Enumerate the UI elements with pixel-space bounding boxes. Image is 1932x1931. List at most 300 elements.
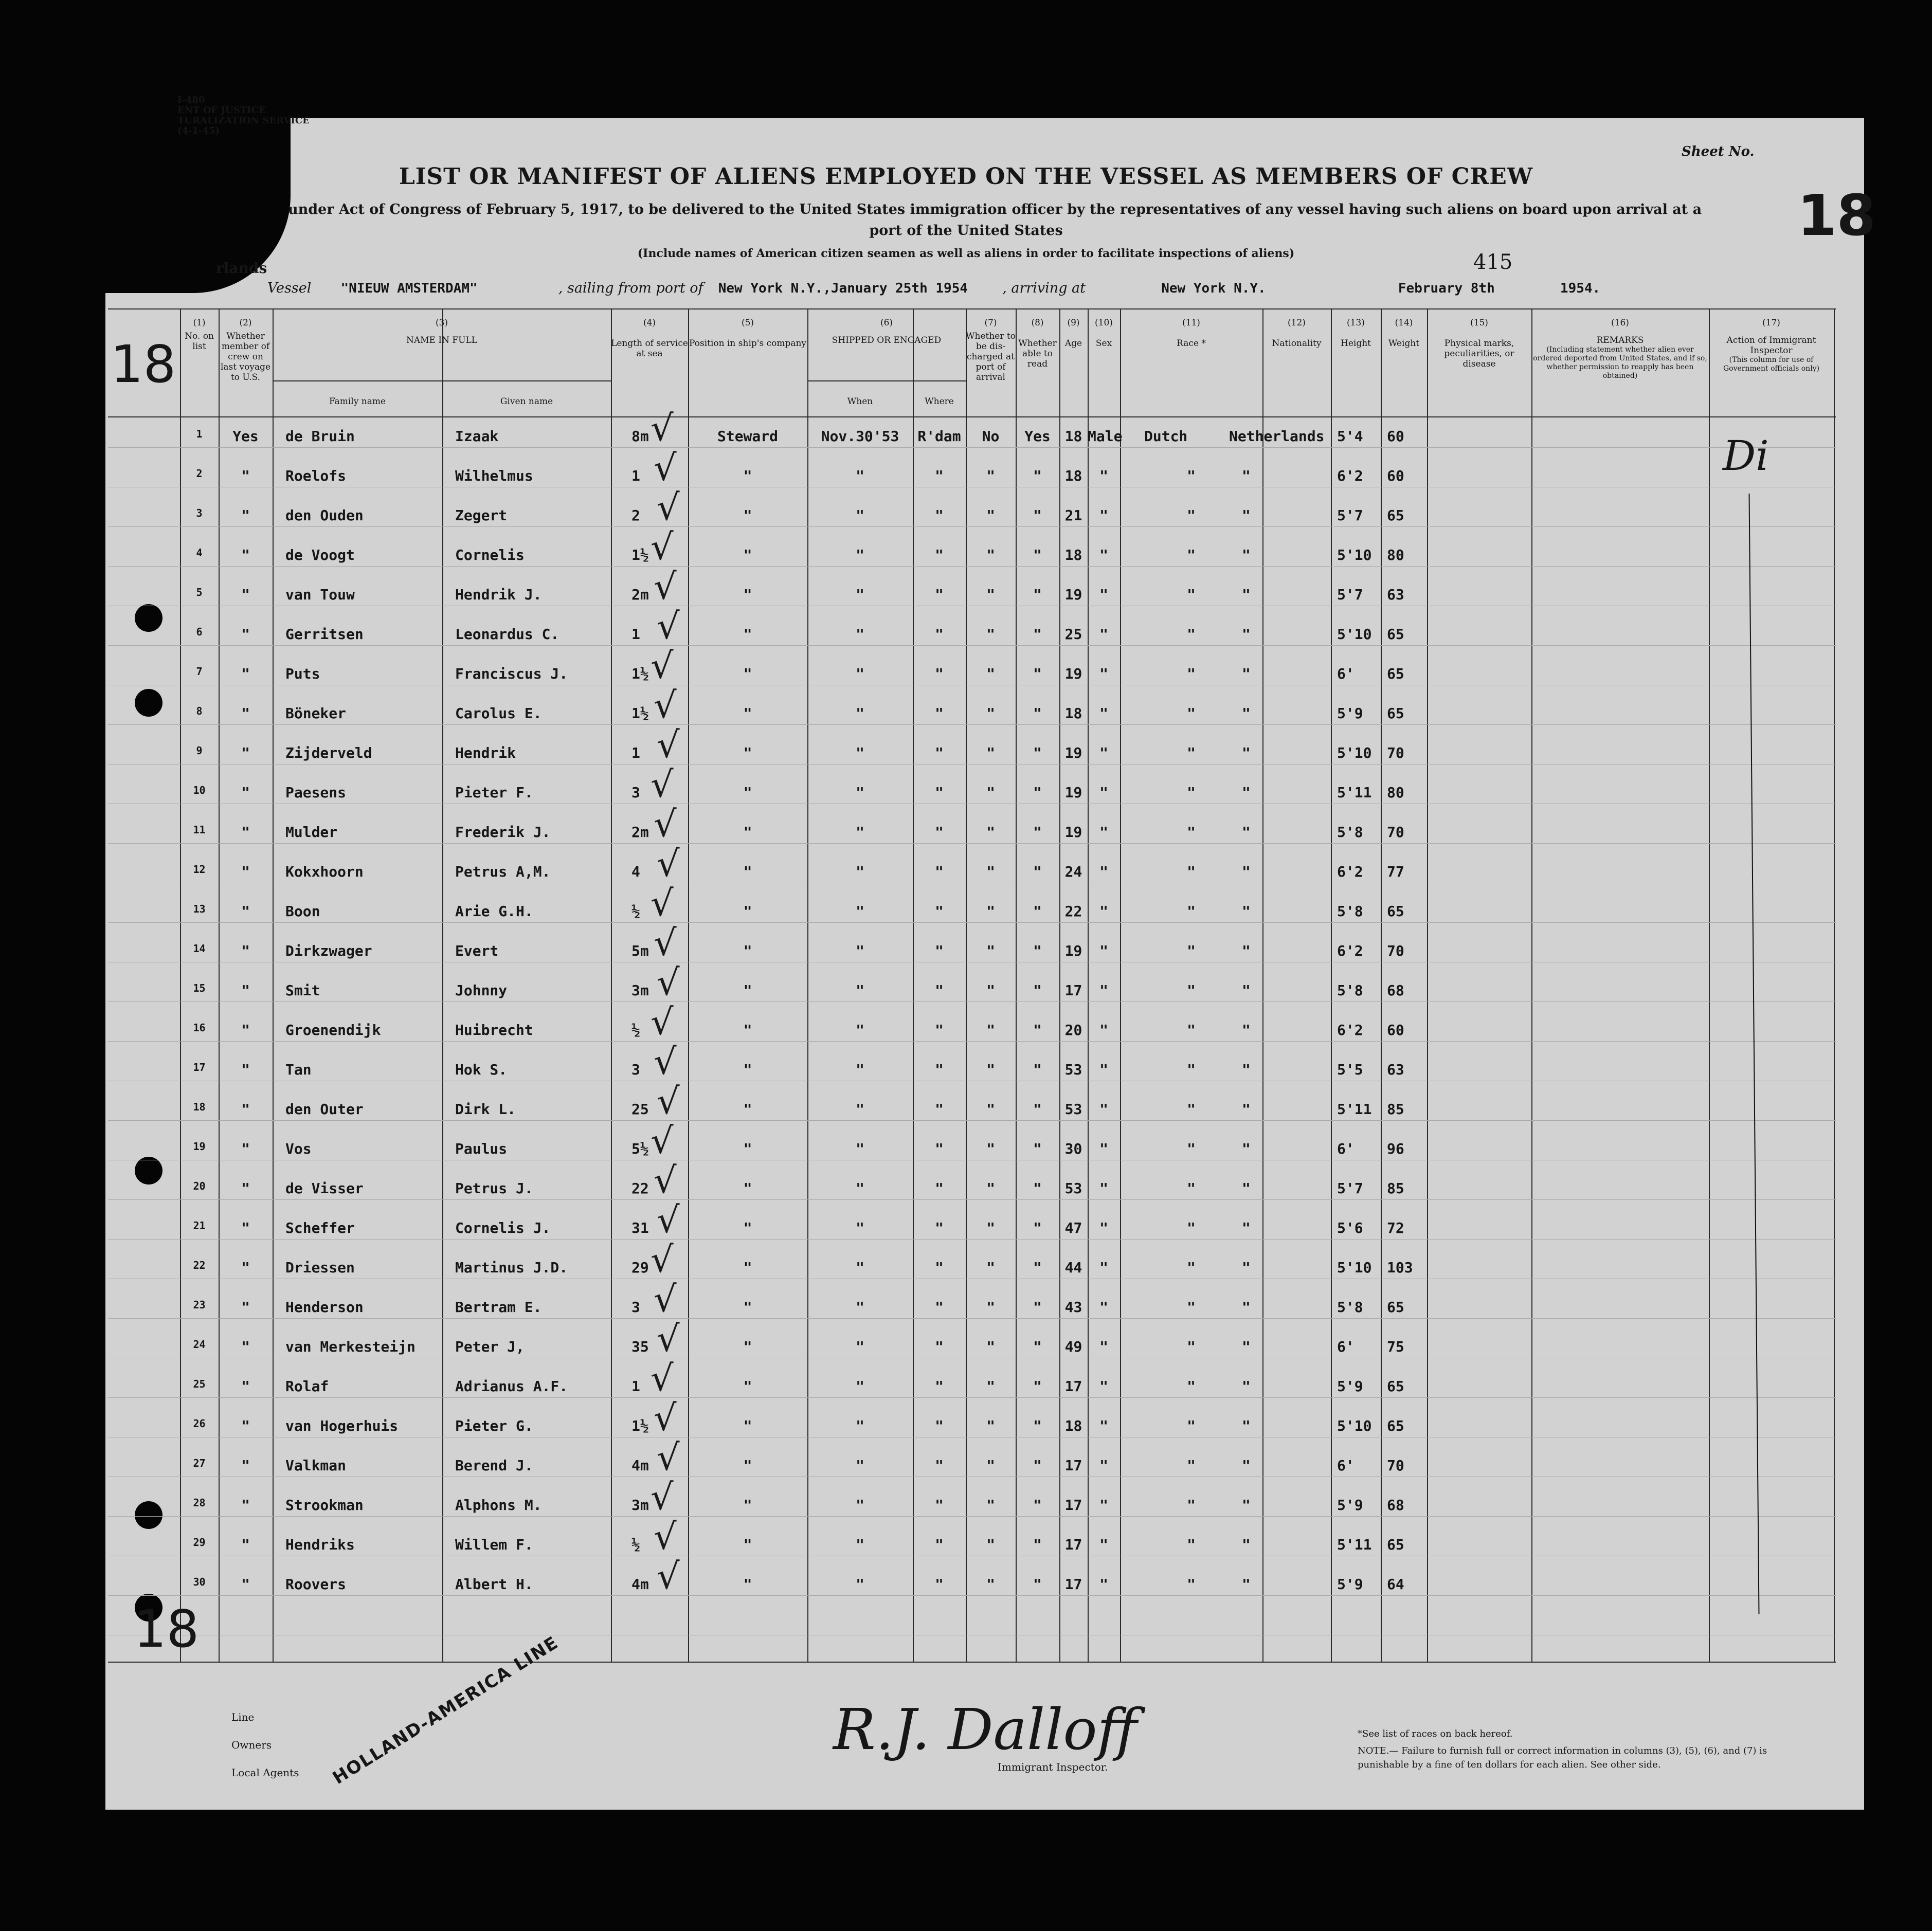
able-to-read: "	[1033, 982, 1042, 999]
crew-flag: "	[241, 665, 250, 682]
family-name: Vos	[285, 1140, 312, 1157]
margin-mark: 18	[111, 334, 176, 394]
column-label: Height	[1341, 338, 1371, 349]
arrival-year: 1954.	[1560, 281, 1601, 296]
able-to-read: "	[1033, 1576, 1042, 1593]
family-name: Tan	[285, 1061, 312, 1078]
sex: "	[1099, 1576, 1108, 1593]
agents-label: Local Agents	[231, 1766, 299, 1779]
crew-flag: "	[241, 546, 250, 563]
height: 5'5	[1337, 1061, 1363, 1078]
nationality: "	[1242, 665, 1251, 682]
check-mark: √	[654, 566, 677, 608]
able-to-read: Yes	[1024, 428, 1051, 445]
crew-flag: "	[241, 1536, 250, 1553]
ruled-line	[108, 1041, 1836, 1042]
ruled-line	[108, 566, 1836, 567]
crew-flag: "	[241, 982, 250, 999]
service-length: 35	[631, 1338, 649, 1355]
service-length: 3m	[631, 982, 649, 999]
family-name: van Touw	[285, 586, 355, 603]
family-name: de Visser	[285, 1180, 364, 1197]
row-number: 4	[196, 546, 203, 559]
nationality: "	[1242, 1180, 1251, 1197]
weight: 70	[1387, 744, 1404, 761]
nationality: Netherlands	[1229, 428, 1325, 445]
row-number: 23	[193, 1299, 206, 1311]
crew-flag: "	[241, 586, 250, 603]
shipped-when: "	[856, 467, 864, 484]
column-header	[1531, 318, 1709, 380]
position: "	[743, 705, 752, 722]
crew-flag: "	[241, 467, 250, 484]
discharged: "	[986, 1338, 995, 1355]
position: "	[743, 546, 752, 563]
able-to-read: "	[1033, 744, 1042, 761]
form-code-line: I-480	[177, 95, 205, 105]
weight: 80	[1387, 784, 1404, 801]
shipped-where: "	[935, 1378, 944, 1395]
position: "	[743, 1219, 752, 1236]
column-header	[273, 318, 611, 345]
row-number: 7	[196, 665, 203, 678]
shipped-where: "	[935, 626, 944, 643]
family-name: Böneker	[285, 705, 347, 722]
age: 53	[1064, 1101, 1082, 1118]
given-name: Petrus A,M.	[455, 863, 551, 880]
position: "	[743, 1022, 752, 1039]
inspector-mark: Di	[1723, 432, 1769, 480]
check-mark: √	[651, 645, 674, 687]
nationality: "	[1242, 467, 1251, 484]
nationality: "	[1242, 982, 1251, 999]
shipped-when: "	[856, 507, 864, 524]
check-mark: √	[654, 1397, 677, 1439]
weight: 72	[1387, 1219, 1404, 1236]
family-name: de Voogt	[285, 546, 355, 563]
able-to-read: "	[1033, 1140, 1042, 1157]
shipped-when: "	[856, 784, 864, 801]
weight: 68	[1387, 982, 1404, 999]
shipped-where: "	[935, 1536, 944, 1553]
check-mark: √	[654, 447, 677, 489]
age: 19	[1064, 824, 1082, 841]
position: "	[743, 665, 752, 682]
nationality: "	[1242, 546, 1251, 563]
age: 18	[1064, 546, 1082, 563]
shipped-when: "	[856, 705, 864, 722]
able-to-read: "	[1033, 1457, 1042, 1474]
column-label: Race *	[1177, 338, 1206, 349]
weight: 60	[1387, 467, 1404, 484]
height: 5'11	[1337, 1101, 1372, 1118]
check-mark: √	[651, 1476, 674, 1518]
vessel-label: Vessel	[267, 280, 312, 296]
ruled-line	[108, 1239, 1836, 1240]
discharged: "	[986, 1417, 995, 1434]
discharged: "	[986, 507, 995, 524]
able-to-read: "	[1033, 705, 1042, 722]
age: 17	[1064, 1576, 1082, 1593]
discharged: "	[986, 1457, 995, 1474]
document-title: LIST OR MANIFEST OF ALIENS EMPLOYED ON THE VESSEL AS MEMBERS OF CREW	[399, 163, 1533, 190]
age: 20	[1064, 1022, 1082, 1039]
column-header	[807, 318, 966, 345]
able-to-read: "	[1033, 903, 1042, 920]
sex: "	[1099, 1180, 1108, 1197]
nationality: "	[1242, 1299, 1251, 1316]
shipped-when: "	[856, 1536, 864, 1553]
able-to-read: "	[1033, 1219, 1042, 1236]
nationality: "	[1242, 1022, 1251, 1039]
row-number: 22	[193, 1259, 206, 1271]
weight: 70	[1387, 942, 1404, 959]
age: 30	[1064, 1140, 1082, 1157]
column-header	[1262, 318, 1331, 349]
form-code-line: TURALIZATION SERVICE	[177, 115, 310, 126]
height: 5'10	[1337, 1417, 1372, 1434]
age: 49	[1064, 1338, 1082, 1355]
row-number: 18	[193, 1101, 206, 1113]
discharged: "	[986, 467, 995, 484]
family-name: Rolaf	[285, 1378, 329, 1395]
row-number: 27	[193, 1457, 206, 1469]
sex: "	[1099, 1061, 1108, 1078]
position: "	[743, 744, 752, 761]
row-number: 26	[193, 1417, 206, 1430]
nationality: "	[1242, 1536, 1251, 1553]
given-name: Pieter F.	[455, 784, 533, 801]
weight: 103	[1387, 1259, 1413, 1276]
given-name: Izaak	[455, 428, 499, 445]
crew-flag: Yes	[232, 428, 259, 445]
sex: "	[1099, 1338, 1108, 1355]
sex: Male	[1088, 428, 1123, 445]
form-code-line: ENT OF JUSTICE	[177, 105, 266, 116]
position: "	[743, 1061, 752, 1078]
race: "	[1187, 1259, 1196, 1276]
ruled-line	[108, 1001, 1836, 1002]
service-length: 2m	[631, 824, 649, 841]
owners-label: Owners	[231, 1739, 272, 1751]
family-name: den Ouden	[285, 507, 364, 524]
nationality: "	[1242, 784, 1251, 801]
inspector-label: Immigrant Inspector.	[998, 1761, 1108, 1773]
position: "	[743, 863, 752, 880]
shipped-when: "	[856, 863, 864, 880]
ruled-line	[108, 1595, 1836, 1596]
family-name: Puts	[285, 665, 320, 682]
check-mark: √	[657, 843, 680, 885]
age: 17	[1064, 1497, 1082, 1514]
discharged: "	[986, 665, 995, 682]
check-mark: √	[657, 1436, 680, 1479]
weight: 96	[1387, 1140, 1404, 1157]
able-to-read: "	[1033, 1378, 1042, 1395]
table-column-rule	[611, 308, 612, 1662]
discharged: "	[986, 1061, 995, 1078]
check-mark: √	[654, 922, 677, 964]
service-length: 3	[631, 1061, 640, 1078]
age: 18	[1064, 428, 1082, 445]
act-subtitle: under Act of Congress of February 5, 1917, to be delivered to the United States immigration officer by the representatives of any vessel having such aliens on board upon arrival at a	[288, 202, 1702, 217]
nationality: "	[1242, 744, 1251, 761]
race: "	[1187, 586, 1196, 603]
service-length: 1½	[631, 546, 649, 563]
discharged: "	[986, 546, 995, 563]
column-header	[1016, 318, 1059, 369]
shipped-where: "	[935, 586, 944, 603]
column-number: (9)	[1067, 318, 1080, 328]
family-name: Zijderveld	[285, 744, 372, 761]
ruled-line	[108, 645, 1836, 646]
column-header	[180, 318, 219, 352]
table-column-rule	[1427, 308, 1428, 1662]
column-label: Sex	[1095, 338, 1112, 349]
check-mark: √	[654, 803, 677, 845]
discharged: "	[986, 744, 995, 761]
race: "	[1187, 1022, 1196, 1039]
sex: "	[1099, 1299, 1108, 1316]
position: "	[743, 1576, 752, 1593]
weight: 65	[1387, 705, 1404, 722]
service-length: 1	[631, 467, 640, 484]
column-label: Whether to be dis-charged at port of arrival	[966, 331, 1016, 382]
service-length: 2m	[631, 586, 649, 603]
crew-flag: "	[241, 1061, 250, 1078]
column-number: (15)	[1470, 318, 1488, 328]
sheet-number: 18	[1797, 183, 1876, 248]
shipped-where: "	[935, 1101, 944, 1118]
column-header	[219, 318, 273, 382]
weight: 65	[1387, 1417, 1404, 1434]
flag-field: rlands	[216, 260, 267, 277]
weight: 80	[1387, 546, 1404, 563]
sex: "	[1099, 942, 1108, 959]
shipped-where: "	[935, 1061, 944, 1078]
height: 5'9	[1337, 1378, 1363, 1395]
able-to-read: "	[1033, 784, 1042, 801]
column-label: NAME IN FULL	[406, 335, 478, 345]
shipped-when: "	[856, 1457, 864, 1474]
able-to-read: "	[1033, 1022, 1042, 1039]
height: 5'4	[1337, 428, 1363, 445]
given-name: Huibrecht	[455, 1022, 533, 1039]
family-name: Paesens	[285, 784, 347, 801]
column-label: Whether member of crew on last voyage to U.S.	[220, 331, 271, 382]
given-name: Berend J.	[455, 1457, 533, 1474]
given-name: Zegert	[455, 507, 508, 524]
age: 25	[1064, 626, 1082, 643]
given-name: Arie G.H.	[455, 903, 533, 920]
given-name: Leonardus C.	[455, 626, 559, 643]
sex: "	[1099, 705, 1108, 722]
races-note: *See list of races on back hereof.	[1358, 1728, 1513, 1739]
discharged: "	[986, 705, 995, 722]
column-number: (1)	[193, 318, 206, 328]
given-name: Johnny	[455, 982, 508, 999]
column-label: REMARKS	[1596, 335, 1644, 345]
weight: 63	[1387, 1061, 1404, 1078]
sheet-number-label: Sheet No.	[1682, 144, 1755, 159]
shipped-when: "	[856, 1497, 864, 1514]
row-number: 20	[193, 1180, 206, 1192]
check-mark: √	[654, 1516, 677, 1558]
column-label: Weight	[1388, 338, 1420, 349]
weight: 60	[1387, 1022, 1404, 1039]
crew-flag: "	[241, 1022, 250, 1039]
shipped-where: R'dam	[917, 428, 961, 445]
weight: 65	[1387, 1299, 1404, 1316]
row-number: 5	[196, 586, 203, 598]
column-number: (13)	[1347, 318, 1365, 328]
height: 5'7	[1337, 1180, 1363, 1197]
service-length: 5m	[631, 942, 649, 959]
service-length: ½	[631, 903, 640, 920]
family-name: Driessen	[285, 1259, 355, 1276]
position: "	[743, 982, 752, 999]
shipped-when: "	[856, 1180, 864, 1197]
age: 19	[1064, 942, 1082, 959]
family-name: Dirkzwager	[285, 942, 372, 959]
weight: 65	[1387, 626, 1404, 643]
check-mark: √	[657, 1080, 680, 1122]
sex: "	[1099, 626, 1108, 643]
sex: "	[1099, 507, 1108, 524]
sex: "	[1099, 1536, 1108, 1553]
crew-flag: "	[241, 626, 250, 643]
given-name: Evert	[455, 942, 499, 959]
sex: "	[1099, 744, 1108, 761]
race: "	[1187, 665, 1196, 682]
column-label: SHIPPED OR ENGAGED	[832, 335, 942, 345]
ruled-line	[108, 526, 1836, 527]
shipped-where: "	[935, 467, 944, 484]
race: "	[1187, 1061, 1196, 1078]
vessel-line	[267, 280, 1600, 296]
age: 24	[1064, 863, 1082, 880]
nationality: "	[1242, 1378, 1251, 1395]
crew-flag: "	[241, 1140, 250, 1157]
service-length: 1½	[631, 665, 649, 682]
row-number: 10	[193, 784, 206, 796]
table-column-rule	[1381, 308, 1382, 1662]
age: 47	[1064, 1219, 1082, 1236]
shipped-where: "	[935, 1338, 944, 1355]
service-length: 1	[631, 1378, 640, 1395]
sex: "	[1099, 1378, 1108, 1395]
ruled-line	[108, 922, 1836, 923]
row-number: 8	[196, 705, 203, 717]
nationality: "	[1242, 1457, 1251, 1474]
shipped-where: "	[935, 1140, 944, 1157]
service-length: 29	[631, 1259, 649, 1276]
port-subtitle: port of the United States	[869, 223, 1063, 239]
crew-flag: "	[241, 507, 250, 524]
race: Dutch	[1144, 428, 1188, 445]
sex: "	[1099, 1022, 1108, 1039]
height: 5'10	[1337, 1259, 1372, 1276]
service-length: 2	[631, 507, 640, 524]
family-name: Groenendijk	[285, 1022, 381, 1039]
given-name: Franciscus J.	[455, 665, 568, 682]
column-label: No. on list	[185, 331, 214, 352]
weight: 65	[1387, 1378, 1404, 1395]
height: 5'11	[1337, 1536, 1372, 1553]
shipped-when: Nov.30'53	[821, 428, 899, 445]
sex: "	[1099, 467, 1108, 484]
shipped-when: "	[856, 1140, 864, 1157]
column-number: (10)	[1095, 318, 1113, 328]
race: "	[1187, 903, 1196, 920]
age: 21	[1064, 507, 1082, 524]
column-number: (2)	[239, 318, 252, 328]
nationality: "	[1242, 1061, 1251, 1078]
shipped-when: "	[856, 1576, 864, 1593]
given-name: Alphons M.	[455, 1497, 542, 1514]
crew-flag: "	[241, 1576, 250, 1593]
row-number: 19	[193, 1140, 206, 1153]
shipped-where: "	[935, 546, 944, 563]
ruled-line	[108, 1120, 1836, 1121]
position: Steward	[717, 428, 778, 445]
weight: 70	[1387, 824, 1404, 841]
column-label: Age	[1064, 338, 1082, 349]
weight: 85	[1387, 1180, 1404, 1197]
discharged: "	[986, 1140, 995, 1157]
age: 53	[1064, 1180, 1082, 1197]
race: "	[1187, 1576, 1196, 1593]
column-header	[273, 393, 442, 407]
family-name: Kokxhoorn	[285, 863, 364, 880]
shipped-where: "	[935, 1299, 944, 1316]
ruled-line	[108, 1199, 1836, 1200]
service-length: 22	[631, 1180, 649, 1197]
column-header	[1088, 318, 1120, 349]
column-header	[807, 393, 913, 407]
discharged: "	[986, 1497, 995, 1514]
height: 5'6	[1337, 1219, 1363, 1236]
margin-mark: 18	[134, 1599, 200, 1659]
nationality: "	[1242, 626, 1251, 643]
crew-table	[108, 308, 1836, 1662]
manifest-number: 415	[1473, 250, 1513, 274]
family-name: Roelofs	[285, 467, 347, 484]
discharged: "	[986, 1536, 995, 1553]
crew-flag: "	[241, 863, 250, 880]
height: 5'9	[1337, 1497, 1363, 1514]
row-number: 1	[196, 428, 203, 440]
family-name: den Outer	[285, 1101, 364, 1118]
discharged: "	[986, 942, 995, 959]
column-label: Given name	[500, 396, 553, 407]
form-code-line: (4-1-45)	[177, 125, 220, 136]
shipped-when: "	[856, 626, 864, 643]
ruled-line	[108, 1516, 1836, 1517]
shipped-where: "	[935, 1219, 944, 1236]
nationality: "	[1242, 586, 1251, 603]
height: 5'7	[1337, 586, 1363, 603]
check-mark: √	[651, 526, 674, 568]
given-name: Dirk L.	[455, 1101, 516, 1118]
shipped-when: "	[856, 1338, 864, 1355]
family-name: Gerritsen	[285, 626, 364, 643]
age: 18	[1064, 467, 1082, 484]
given-name: Hendrik J.	[455, 586, 542, 603]
row-number: 3	[196, 507, 203, 519]
column-header	[1381, 318, 1427, 349]
column-header	[1331, 318, 1381, 349]
